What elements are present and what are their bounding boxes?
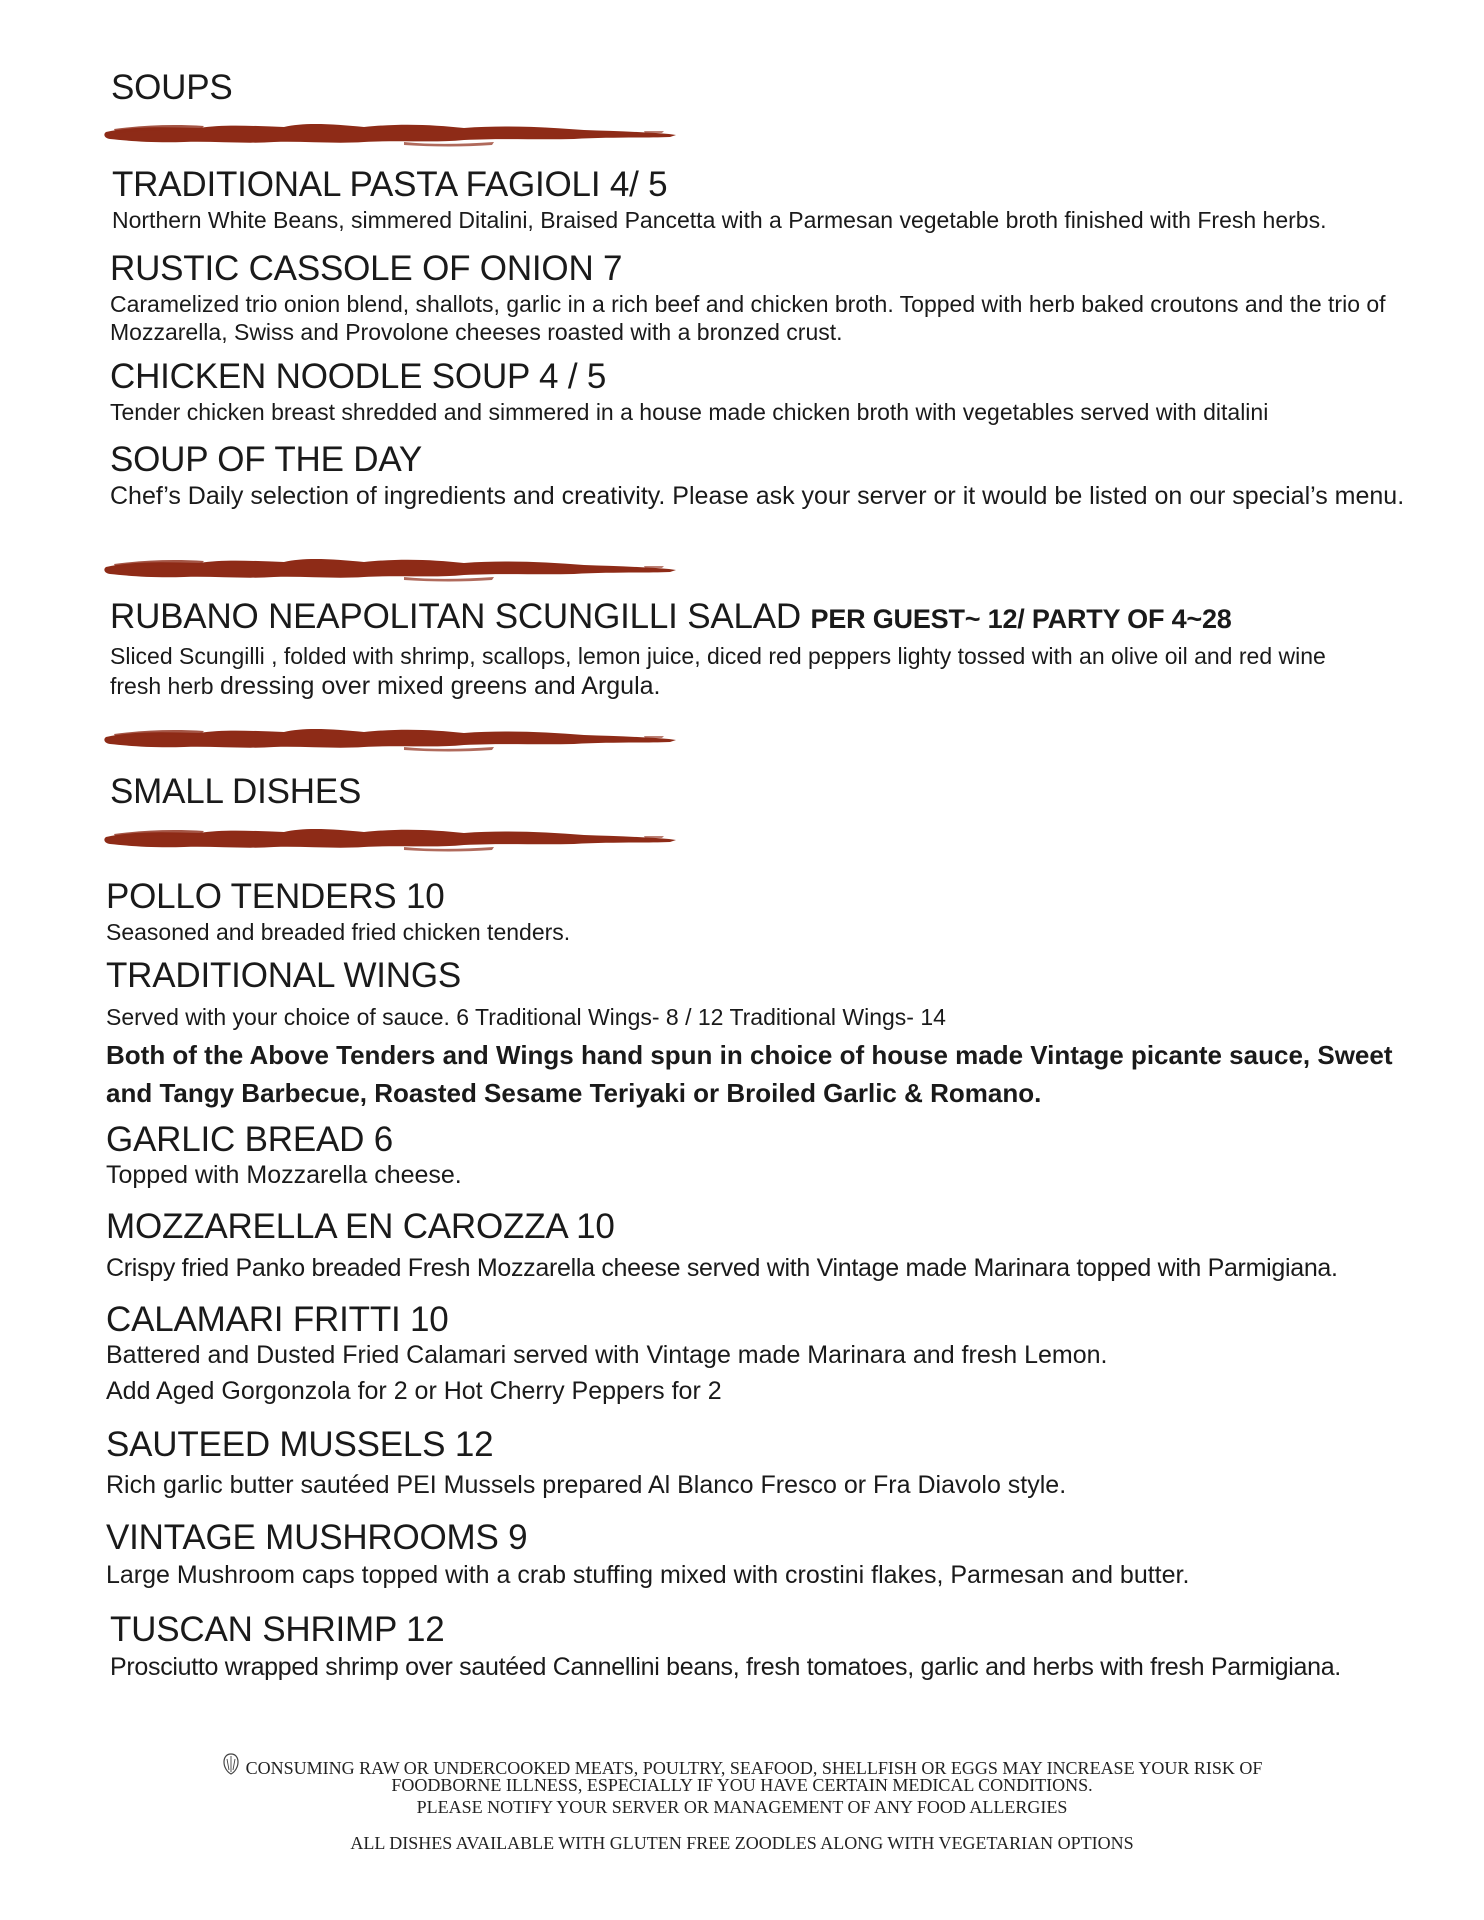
item-name: TUSCAN SHRIMP 12 [110, 1610, 445, 1649]
small-dishes-title: SMALL DISHES [110, 772, 362, 811]
item-name: TRADITIONAL PASTA FAGIOLI 4/ 5 [112, 165, 668, 204]
soups-title: SOUPS [111, 68, 233, 107]
item-description: Large Mushroom caps topped with a crab stuffing mixed with crostini flakes, Parmesan and butter. [106, 1561, 1190, 1589]
gluten-free-notice: ALL DISHES AVAILABLE WITH GLUTEN FREE ZOODLES ALONG WITH VEGETARIAN OPTIONS [350, 1833, 1134, 1853]
salad-description-line-1: Sliced Scungilli , folded with shrimp, scallops, lemon juice, diced red peppers lighty tossed with an olive oil and red wine [110, 643, 1326, 669]
sauce-note: Both of the Above Tenders and Wings hand spun in choice of house made Vintage picante sauce, Sweet and Tangy Barbecue, Roasted Sesame Teriyaki or Broiled Garlic & Romano. [106, 1040, 1393, 1108]
salad-name: RUBANO NEAPOLITAN SCUNGILLI SALAD [110, 597, 801, 636]
item-name: CHICKEN NOODLE SOUP 4 / 5 [110, 357, 607, 396]
item-name: MOZZARELLA EN CAROZZA 10 [106, 1207, 615, 1246]
brush-divider [104, 553, 680, 583]
item-name: GARLIC BREAD 6 [106, 1120, 394, 1159]
brush-divider [104, 723, 680, 753]
item-description: Rich garlic butter sautéed PEI Mussels prepared Al Blanco Fresco or Fra Diavolo style. [106, 1471, 1067, 1499]
allergy-notice: PLEASE NOTIFY YOUR SERVER OR MANAGEMENT OF ANY FOOD ALLERGIES [416, 1797, 1068, 1817]
salad-price: PER GUEST~ 12/ PARTY OF 4~28 [810, 604, 1232, 634]
item-description: Crispy fried Panko breaded Fresh Mozzarella cheese served with Vintage made Marinara topped with Parmigiana. [106, 1254, 1338, 1282]
brush-divider [104, 118, 680, 148]
item-name: CALAMARI FRITTI 10 [106, 1300, 449, 1339]
salad-desc-big: dressing over mixed greens and Argula. [219, 672, 661, 700]
item-description: Topped with Mozzarella cheese. [106, 1161, 462, 1189]
item-addon: Add Aged Gorgonzola for 2 or Hot Cherry Peppers for 2 [106, 1377, 722, 1405]
salad-title [110, 597, 1232, 637]
item-name: RUSTIC CASSOLE OF ONION 7 [110, 249, 623, 288]
salad-desc-small: fresh herb [110, 673, 214, 699]
item-description: Chef’s Daily selection of ingredients and creativity. Please ask your server or it would be listed on our special’s menu. [110, 482, 1405, 510]
item-name: TRADITIONAL WINGS [106, 956, 462, 995]
raw-food-warning-line-2: FOODBORNE ILLNESS, ESPECIALLY IF YOU HAVE CERTAIN MEDICAL CONDITIONS. [391, 1775, 1093, 1795]
brush-divider [104, 823, 680, 853]
item-description: Northern White Beans, simmered Ditalini, Braised Pancetta with a Parmesan vegetable broth finished with Fresh herbs. [112, 207, 1327, 233]
item-description: Served with your choice of sauce. 6 Traditional Wings- 8 / 12 Traditional Wings- 14 [106, 1004, 946, 1030]
item-description: Battered and Dusted Fried Calamari served with Vintage made Marinara and fresh Lemon. [106, 1341, 1108, 1369]
warning-text-1: CONSUMING RAW OR UNDERCOOKED MEATS, POULTRY, SEAFOOD, SHELLFISH OR EGGS MAY INCREASE YOUR RISK OF [245, 1758, 1263, 1778]
item-name: POLLO TENDERS 10 [106, 877, 445, 916]
item-name: VINTAGE MUSHROOMS 9 [106, 1518, 528, 1557]
salad-description-line-2 [110, 672, 1450, 700]
item-description: Prosciutto wrapped shrimp over sautéed Cannellini beans, fresh tomatoes, garlic and herbs with fresh Parmigiana. [110, 1653, 1341, 1681]
item-name: SAUTEED MUSSELS 12 [106, 1425, 494, 1464]
item-name: SOUP OF THE DAY [110, 440, 423, 479]
item-description: Caramelized trio onion blend, shallots, garlic in a rich beef and chicken broth. Topped with herb baked croutons and the trio of Mozzarella, Swiss and Provolone cheeses roasted with a bronzed crust. [110, 291, 1386, 345]
item-description: Seasoned and breaded fried chicken tenders. [106, 919, 571, 945]
item-description: Tender chicken breast shredded and simmered in a house made chicken broth with vegetables served with ditalini [110, 399, 1269, 425]
shell-emblem-icon [222, 1752, 240, 1776]
